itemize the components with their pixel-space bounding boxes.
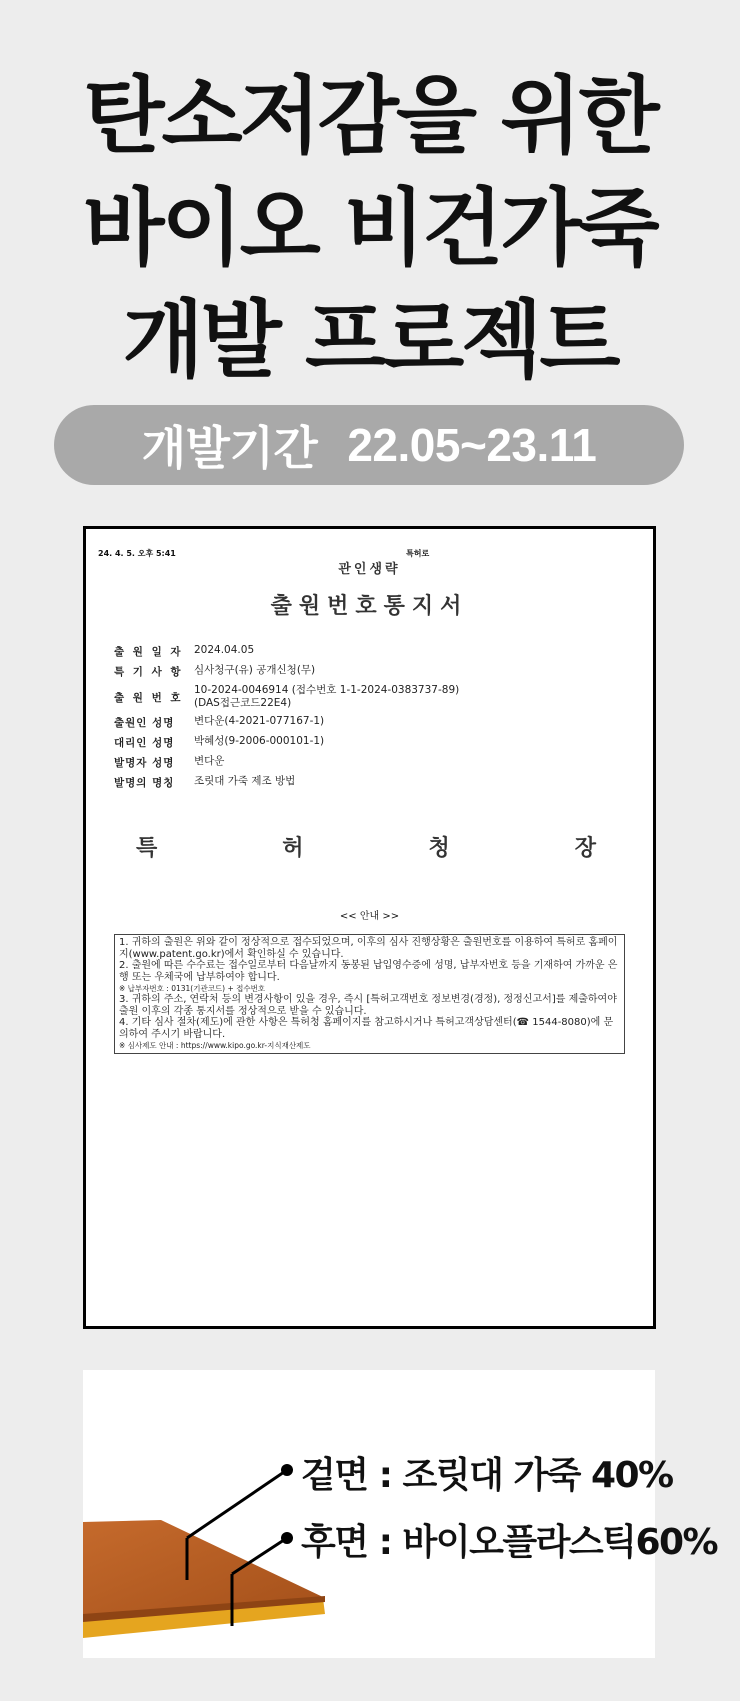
headline-line-3: 개발 프로젝트 bbox=[122, 291, 618, 389]
guide-note-payer-number: ※ 납부자번호 : 0131(기관코드) + 접수번호 bbox=[119, 984, 266, 993]
field-label: 출 원 일 자 bbox=[114, 646, 184, 658]
guide-note-kipo-link: ※ 심사제도 안내 : https://www.kipo.go.kr-지식재산제도 bbox=[119, 1041, 311, 1050]
field-row bbox=[114, 644, 634, 659]
field-label: 특 기 사 항 bbox=[114, 666, 184, 678]
field-row bbox=[114, 775, 634, 790]
patent-notice-document bbox=[83, 526, 656, 1329]
period-label: 개발기간 bbox=[141, 422, 318, 474]
issuer-kipo-commissioner bbox=[136, 831, 596, 862]
back-material-label: 후면 : 바이오플라스틱60% bbox=[301, 1522, 718, 1563]
field-value: 2024.04.05 bbox=[194, 644, 255, 656]
print-timestamp: 24. 4. 5. 오후 5:41 bbox=[98, 549, 176, 558]
guide-item-2: 2. 출원에 따른 수수료는 접수일로부터 다음날까지 동봉된 납입영수증에 성명, 납부자번호 등을 기재하여 가까운 은행 또는 우체국에 납부하여야 합니다. bbox=[119, 960, 618, 983]
front-leader-line bbox=[187, 1470, 287, 1538]
guide-item-4: 4. 기타 심사 절차(제도)에 관한 사항은 특허청 홈페이지를 참고하시거나 특허고객상담센터(☎ 1544-8080)에 문의하여 주시기 바랍니다. bbox=[119, 1017, 614, 1040]
field-row bbox=[114, 684, 634, 710]
field-label: 출 원 번 호 bbox=[114, 692, 184, 704]
field-value: 변다운(4-2021-077167-1) bbox=[194, 715, 325, 727]
field-value: 박혜성(9-2006-000101-1) bbox=[194, 735, 325, 747]
receipt-title: 관인생략 bbox=[338, 562, 401, 577]
back-leader-dot bbox=[281, 1532, 293, 1544]
field-value: 조릿대 가죽 제조 방법 bbox=[194, 775, 296, 787]
guide-heading: << 안내 >> bbox=[339, 911, 400, 922]
field-label: 대리인 성명 bbox=[114, 737, 175, 749]
office-header: 특허로 bbox=[406, 549, 430, 558]
headline bbox=[0, 60, 740, 396]
field-label: 발명자 성명 bbox=[114, 757, 175, 769]
issuer-char: 허 bbox=[282, 836, 304, 861]
issuer-char: 장 bbox=[574, 836, 596, 861]
issuer-char: 청 bbox=[428, 836, 450, 861]
front-leader-dot bbox=[281, 1464, 293, 1476]
field-value bbox=[194, 684, 634, 710]
guide-item-3: 3. 귀하의 주소, 연락처 등의 변경사항이 있을 경우, 즉시 [특허고객번호 정보변경(경정), 정정신고서]를 제출하여야 출원 이후의 각종 통지서를 정상적으로 받을 수 있습니다. bbox=[119, 994, 617, 1017]
field-value: 심사청구(유) 공개신청(무) bbox=[194, 664, 316, 676]
field-row bbox=[114, 755, 634, 770]
headline-line-1: 탄소저감을 위한 bbox=[83, 67, 657, 165]
application-number: 10-2024-0046914 (접수번호 1-1-2024-0383737-89) bbox=[194, 684, 460, 696]
material-layer-illustration bbox=[83, 1370, 718, 1658]
issuer-char: 특 bbox=[136, 836, 158, 861]
application-fields bbox=[114, 644, 634, 795]
headline-line-2: 바이오 비건가죽 bbox=[83, 179, 657, 277]
field-row bbox=[114, 735, 634, 750]
guide-item-1: 1. 귀하의 출원은 위와 같이 정상적으로 접수되었으며, 이후의 심사 진행상황은 출원번호를 이용하여 특허로 홈페이지(www.patent.go.kr)에서 확인하실 수 있습니다. bbox=[119, 937, 618, 960]
das-access-code: (DAS접근코드22E4) bbox=[194, 697, 292, 709]
field-label: 발명의 명칭 bbox=[114, 777, 175, 789]
front-material-label: 겉면 : 조릿대 가죽 40% bbox=[301, 1455, 673, 1496]
period-value: 22.05~23.11 bbox=[347, 419, 597, 471]
field-value: 변다운 bbox=[194, 755, 225, 767]
development-period-badge bbox=[54, 405, 684, 485]
field-row bbox=[114, 664, 634, 679]
guide-box bbox=[114, 934, 625, 1054]
document-title: 출원번호통지서 bbox=[270, 594, 469, 619]
field-row bbox=[114, 715, 634, 730]
field-label: 출원인 성명 bbox=[114, 717, 175, 729]
